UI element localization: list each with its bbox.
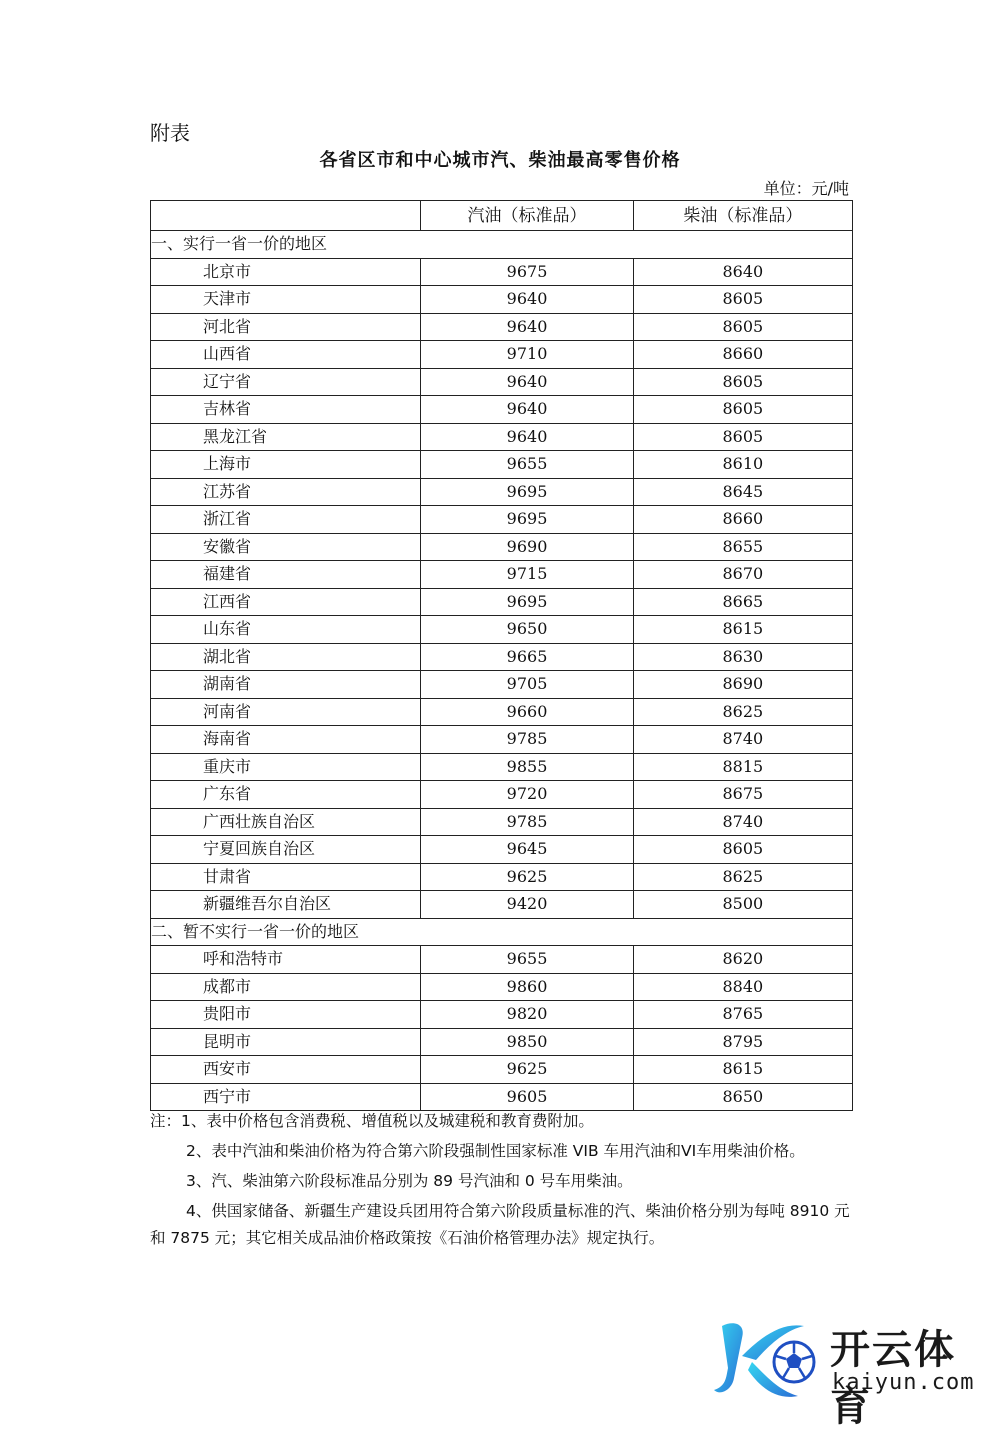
gasoline-price: 9785 — [421, 726, 633, 754]
header-diesel: 柴油（标准品） — [633, 201, 852, 231]
diesel-price: 8625 — [633, 698, 852, 726]
diesel-price: 8640 — [633, 258, 852, 286]
diesel-price: 8665 — [633, 588, 852, 616]
gasoline-price: 9640 — [421, 423, 633, 451]
table-row — [151, 313, 853, 341]
region-name: 贵阳市 — [151, 1001, 421, 1029]
gasoline-price: 9695 — [421, 506, 633, 534]
diesel-price: 8625 — [633, 863, 852, 891]
table-row — [151, 451, 853, 479]
gasoline-price: 9640 — [421, 396, 633, 424]
region-name: 河北省 — [151, 313, 421, 341]
document-title: 各省区市和中心城市汽、柴油最高零售价格 — [319, 150, 681, 171]
watermark-brand-cn: 开云体育 — [830, 1327, 956, 1430]
diesel-price: 8765 — [633, 1001, 852, 1029]
gasoline-price: 9850 — [421, 1028, 633, 1056]
appendix-label: 附表 — [150, 121, 190, 145]
region-name: 浙江省 — [151, 506, 421, 534]
region-name: 成都市 — [151, 973, 421, 1001]
gasoline-price: 9860 — [421, 973, 633, 1001]
region-name: 上海市 — [151, 451, 421, 479]
gasoline-price: 9655 — [421, 946, 633, 974]
gasoline-price: 9695 — [421, 588, 633, 616]
region-name: 山东省 — [151, 616, 421, 644]
table-row — [151, 643, 853, 671]
gasoline-price: 9660 — [421, 698, 633, 726]
note-3: 3、汽、柴油第六阶段标准品分别为 89 号汽油和 0 号车用柴油。 — [186, 1172, 633, 1190]
table-row — [151, 753, 853, 781]
diesel-price: 8605 — [633, 368, 852, 396]
diesel-price: 8675 — [633, 781, 852, 809]
table-row — [151, 1001, 853, 1029]
gasoline-price: 9665 — [421, 643, 633, 671]
gasoline-price: 9715 — [421, 561, 633, 589]
header-region — [151, 201, 421, 231]
region-name: 广东省 — [151, 781, 421, 809]
diesel-price: 8670 — [633, 561, 852, 589]
table-row — [151, 423, 853, 451]
gasoline-price: 9625 — [421, 863, 633, 891]
table-row — [151, 1056, 853, 1084]
region-name: 湖南省 — [151, 671, 421, 699]
table-row — [151, 946, 853, 974]
region-name: 北京市 — [151, 258, 421, 286]
table-row — [151, 698, 853, 726]
region-name: 昆明市 — [151, 1028, 421, 1056]
region-name: 江苏省 — [151, 478, 421, 506]
table-row — [151, 781, 853, 809]
diesel-price: 8645 — [633, 478, 852, 506]
gasoline-price: 9420 — [421, 891, 633, 919]
region-name: 天津市 — [151, 286, 421, 314]
section-label: 二、暂不实行一省一价的地区 — [151, 918, 853, 946]
diesel-price: 8840 — [633, 973, 852, 1001]
table-row — [151, 286, 853, 314]
gasoline-price: 9605 — [421, 1083, 633, 1111]
region-name: 呼和浩特市 — [151, 946, 421, 974]
section-label: 一、实行一省一价的地区 — [151, 231, 853, 259]
region-name: 辽宁省 — [151, 368, 421, 396]
region-name: 宁夏回族自治区 — [151, 836, 421, 864]
header-gasoline: 汽油（标准品） — [421, 201, 633, 231]
gasoline-price: 9650 — [421, 616, 633, 644]
diesel-price: 8605 — [633, 396, 852, 424]
region-name: 黑龙江省 — [151, 423, 421, 451]
table-row — [151, 973, 853, 1001]
gasoline-price: 9785 — [421, 808, 633, 836]
region-name: 广西壮族自治区 — [151, 808, 421, 836]
diesel-price: 8655 — [633, 533, 852, 561]
table-row — [151, 836, 853, 864]
region-name: 福建省 — [151, 561, 421, 589]
diesel-price: 8615 — [633, 616, 852, 644]
k-soccer-ball-logo-icon — [712, 1316, 824, 1406]
table-row — [151, 561, 853, 589]
table-row — [151, 396, 853, 424]
diesel-price: 8605 — [633, 313, 852, 341]
diesel-price: 8500 — [633, 891, 852, 919]
region-name: 吉林省 — [151, 396, 421, 424]
diesel-price: 8620 — [633, 946, 852, 974]
table-row — [151, 891, 853, 919]
diesel-price: 8740 — [633, 726, 852, 754]
gasoline-price: 9720 — [421, 781, 633, 809]
gasoline-price: 9705 — [421, 671, 633, 699]
diesel-price: 8815 — [633, 753, 852, 781]
region-name: 河南省 — [151, 698, 421, 726]
table-row — [151, 863, 853, 891]
table-row — [151, 671, 853, 699]
note-1: 注：1、表中价格包含消费税、增值税以及城建税和教育费附加。 — [150, 1112, 594, 1130]
gasoline-price: 9710 — [421, 341, 633, 369]
table-row — [151, 1083, 853, 1111]
region-name: 重庆市 — [151, 753, 421, 781]
table-body — [151, 231, 853, 1111]
diesel-price: 8740 — [633, 808, 852, 836]
table-row — [151, 533, 853, 561]
diesel-price: 8630 — [633, 643, 852, 671]
table-row — [151, 478, 853, 506]
unit-label: 单位：元/吨 — [763, 179, 849, 198]
table-row — [151, 726, 853, 754]
gasoline-price: 9690 — [421, 533, 633, 561]
diesel-price: 8605 — [633, 423, 852, 451]
price-table — [150, 200, 853, 1111]
region-name: 海南省 — [151, 726, 421, 754]
table-row — [151, 1028, 853, 1056]
gasoline-price: 9645 — [421, 836, 633, 864]
gasoline-price: 9625 — [421, 1056, 633, 1084]
region-name: 西安市 — [151, 1056, 421, 1084]
watermark-brand-url: kaiyun.com — [832, 1370, 975, 1395]
diesel-price: 8650 — [633, 1083, 852, 1111]
diesel-price: 8610 — [633, 451, 852, 479]
region-name: 新疆维吾尔自治区 — [151, 891, 421, 919]
gasoline-price: 9855 — [421, 753, 633, 781]
diesel-price: 8615 — [633, 1056, 852, 1084]
gasoline-price: 9695 — [421, 478, 633, 506]
table-row — [151, 368, 853, 396]
gasoline-price: 9640 — [421, 313, 633, 341]
gasoline-price: 9675 — [421, 258, 633, 286]
gasoline-price: 9655 — [421, 451, 633, 479]
region-name: 安徽省 — [151, 533, 421, 561]
region-name: 山西省 — [151, 341, 421, 369]
note-4: 4、供国家储备、新疆生产建设兵团用符合第六阶段质量标准的汽、柴油价格分别为每吨 8910 元和 7875 元；其它相关成品油价格政策按《石油价格管理办法》规定执行。 — [150, 1202, 850, 1247]
table-row — [151, 258, 853, 286]
diesel-price: 8605 — [633, 286, 852, 314]
table-row — [151, 506, 853, 534]
diesel-price: 8690 — [633, 671, 852, 699]
gasoline-price: 9640 — [421, 368, 633, 396]
table-header-row — [151, 201, 853, 231]
table-row — [151, 588, 853, 616]
note-2: 2、表中汽油和柴油价格为符合第六阶段强制性国家标准 VIB 车用汽油和VI车用柴油价格。 — [186, 1142, 805, 1160]
table-row — [151, 341, 853, 369]
region-name: 湖北省 — [151, 643, 421, 671]
table-row — [151, 616, 853, 644]
region-name: 江西省 — [151, 588, 421, 616]
notes — [150, 1108, 853, 1255]
diesel-price: 8795 — [633, 1028, 852, 1056]
table-row — [151, 808, 853, 836]
section-row — [151, 918, 853, 946]
watermark-logo — [712, 1316, 992, 1430]
diesel-price: 8660 — [633, 341, 852, 369]
diesel-price: 8605 — [633, 836, 852, 864]
gasoline-price: 9820 — [421, 1001, 633, 1029]
diesel-price: 8660 — [633, 506, 852, 534]
region-name: 甘肃省 — [151, 863, 421, 891]
region-name: 西宁市 — [151, 1083, 421, 1111]
section-row — [151, 231, 853, 259]
gasoline-price: 9640 — [421, 286, 633, 314]
